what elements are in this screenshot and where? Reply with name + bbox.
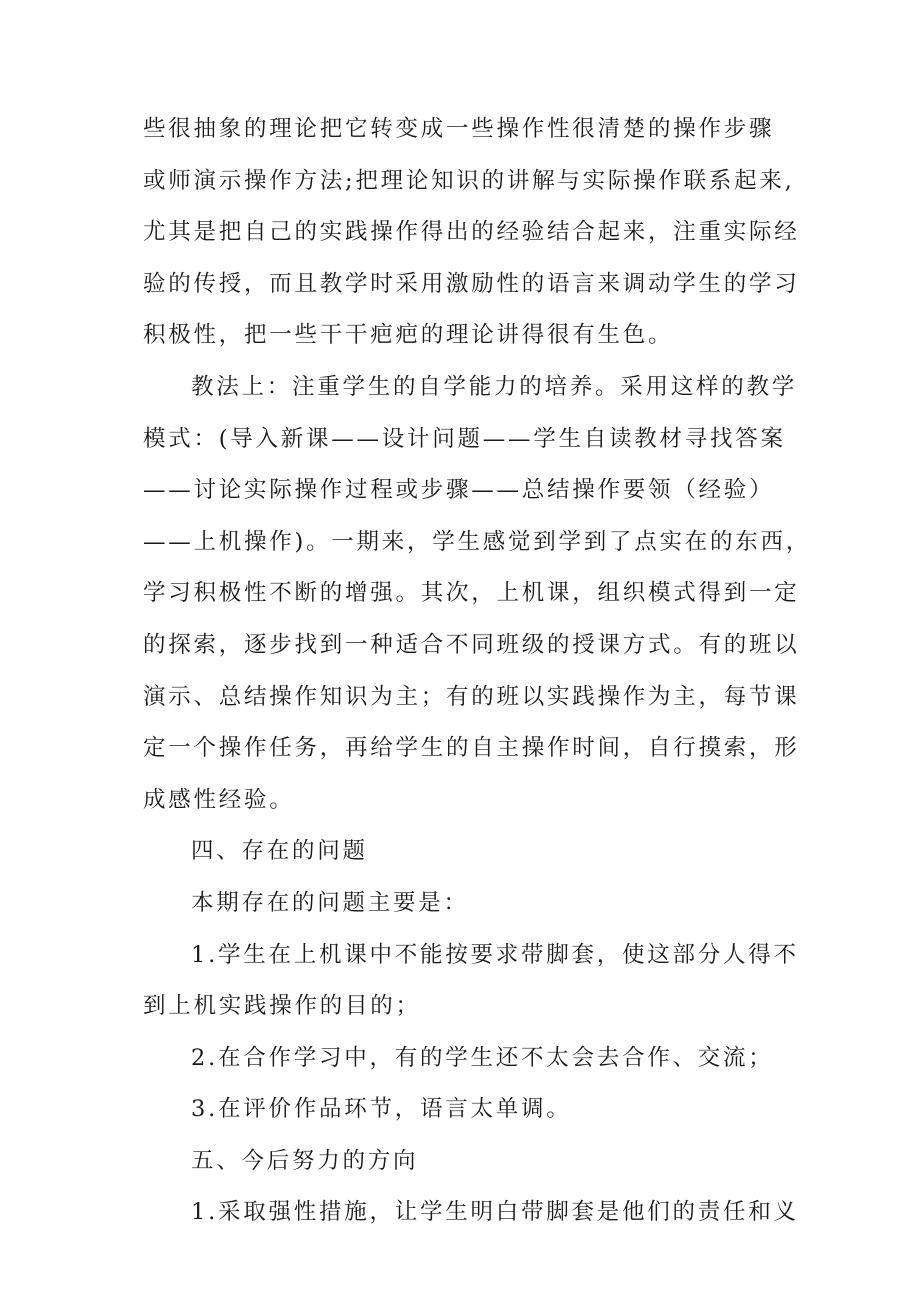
paragraph-line: 的探索，逐步找到一种适合不同班级的授课方式。有的班以 [143,631,800,658]
list-item: 1.学生在上机课中不能按要求带脚套，使这部分人得不 [191,941,799,968]
paragraph-line: 或师演示操作方法;把理论知识的讲解与实际操作联系起来, [143,167,795,194]
list-item: 3.在评价作品环节，语言太单调。 [191,1096,572,1123]
paragraph-line: 演示、总结操作知识为主；有的班以实践操作为主，每节课 [143,683,800,710]
paragraph-line: 模式：(导入新课——设计问题——学生自读教材寻找答案 [143,425,786,452]
section-heading: 四、存在的问题 [191,838,368,865]
paragraph-line: 教法上：注重学生的自学能力的培养。采用这样的教学 [191,373,798,400]
list-item: 2.在合作学习中，有的学生还不太会去合作、交流； [191,1044,774,1071]
paragraph-line: ——讨论实际操作过程或步骤——总结操作要领（经验） [143,477,775,504]
paragraph-line: 些很抽象的理论把它转变成一些操作性很清楚的操作步骤 [143,116,775,142]
paragraph-line: 成感性经验。 [143,786,295,813]
paragraph-line: 学习积极性不断的增强。其次，上机课，组织模式得到一定 [143,580,800,607]
section-heading: 五、今后努力的方向 [191,1147,419,1174]
paragraph-line: 定一个操作任务，再给学生的自主操作时间，自行摸索，形 [143,735,800,762]
paragraph-line: 验的传授，而且教学时采用激励性的语言来调动学生的学习 [143,270,800,297]
paragraph-line: 本期存在的问题主要是： [191,889,469,916]
paragraph-line: 尤其是把自己的实践操作得出的经验结合起来，注重实际经 [143,219,800,246]
paragraph-line: ——上机操作)。一期来，学生感觉到学到了点实在的东西， [143,528,812,555]
list-item: 1.采取强性措施，让学生明白带脚套是他们的责任和义 [191,1199,799,1226]
paragraph-line: 积极性，把一些干干疤疤的理论讲得很有生色。 [143,322,674,349]
list-item-continuation: 到上机实践操作的目的； [143,993,421,1020]
document-body [143,104,812,1239]
